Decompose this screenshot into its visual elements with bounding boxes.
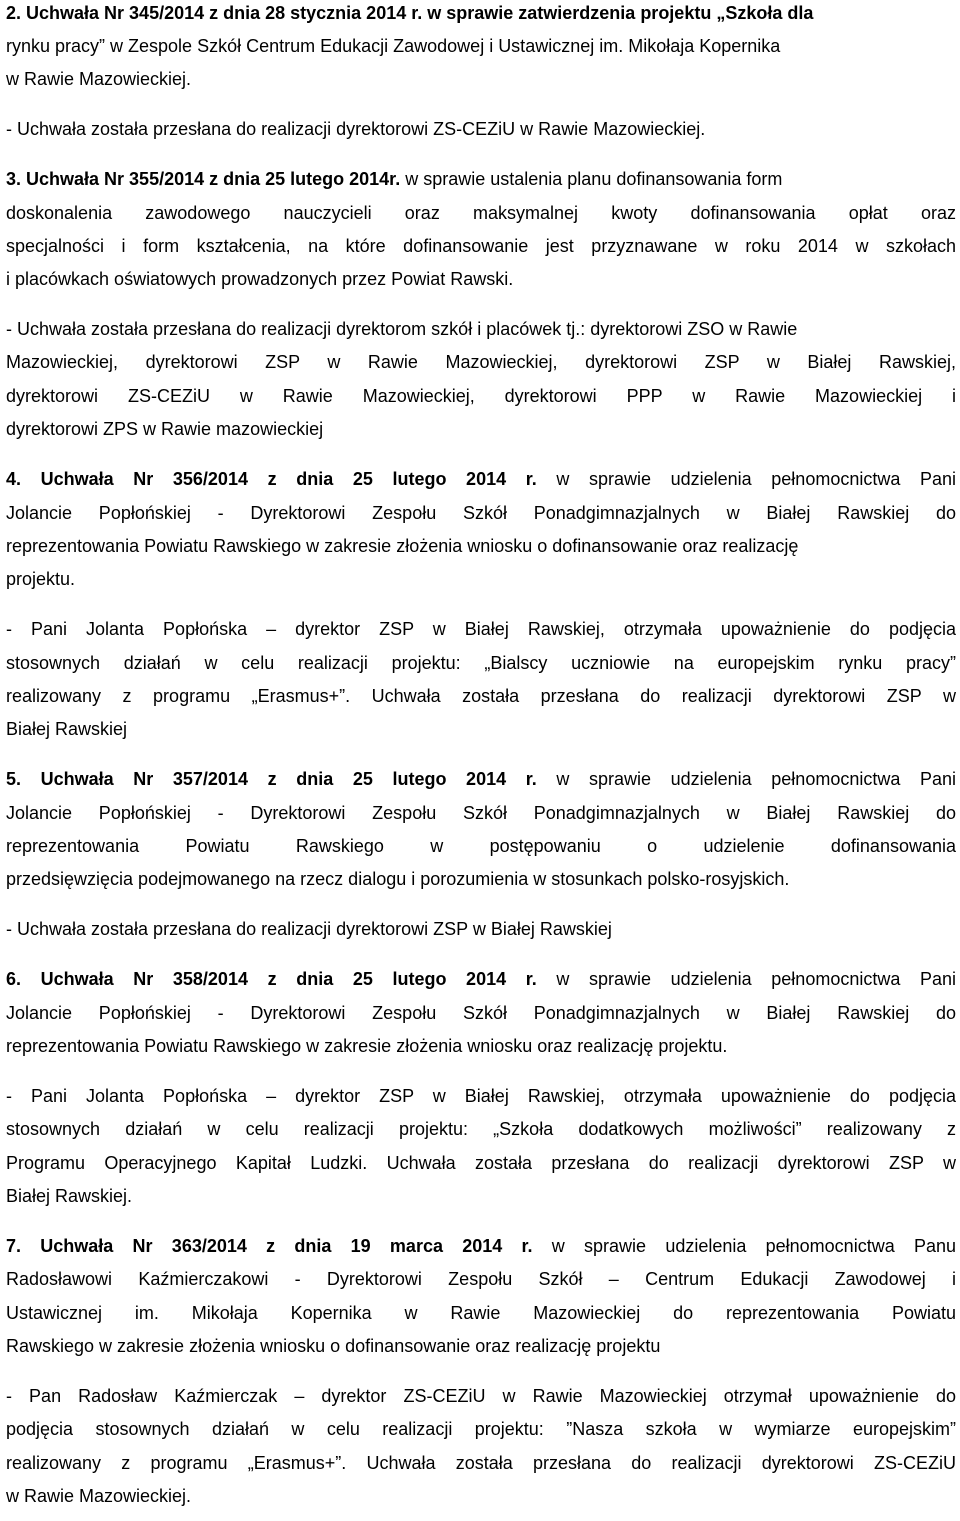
text-line	[6, 118, 956, 140]
bold-run: 6. Uchwała Nr 358/2014 z dnia 25 lutego 2014 r.	[6, 969, 537, 989]
text-line	[6, 918, 956, 940]
text-run: - Pani Jolanta Popłońska – dyrektor ZSP w Białej Rawskiej, otrzymała upoważnienie do podjęcia	[6, 1086, 956, 1106]
text-line	[6, 235, 956, 257]
text-run: Jolancie Popłońskiej - Dyrektorowi Zespołu Szkół Ponadgimnazjalnych w Białej Rawskiej do	[6, 1003, 956, 1023]
text-line	[6, 1002, 956, 1024]
bold-run: 5. Uchwała Nr 357/2014 z dnia 25 lutego 2014 r.	[6, 769, 537, 789]
text-run: stosownych działań w celu realizacji projektu: „Szkoła dodatkowych możliwości” realizowany z	[6, 1119, 956, 1139]
text-run: stosownych działań w celu realizacji projektu: „Bialscy uczniowie na europejskim rynku pracy”	[6, 653, 956, 673]
text-line	[6, 685, 956, 707]
text-run: - Uchwała została przesłana do realizacji dyrektorowi ZSP w Białej Rawskiej	[6, 919, 612, 939]
text-run: rynku pracy” w Zespole Szkół Centrum Edukacji Zawodowej i Ustawicznej im. Mikołaja Kopernika	[6, 36, 781, 56]
text-line	[6, 1452, 956, 1474]
text-run: i placówkach oświatowych prowadzonych przez Powiat Rawski.	[6, 269, 514, 289]
text-run: doskonalenia zawodowego nauczycieli oraz maksymalnej kwoty dofinansowania opłat oraz	[6, 203, 956, 223]
text-line	[6, 68, 956, 90]
text-line	[6, 1302, 956, 1324]
text-line	[6, 2, 956, 24]
text-line	[6, 802, 956, 824]
text-line	[6, 318, 956, 340]
text-run: realizowany z programu „Erasmus+”. Uchwała została przesłana do realizacji dyrektorowi ZS-CEZiU	[6, 1453, 956, 1473]
text-run: - Pani Jolanta Popłońska – dyrektor ZSP w Białej Rawskiej, otrzymała upoważnienie do podjęcia	[6, 619, 956, 639]
text-line	[6, 1418, 956, 1440]
text-line	[6, 568, 956, 590]
text-line	[6, 268, 956, 290]
text-run: Białej Rawskiej.	[6, 1186, 133, 1206]
text-run: Rawskiego w zakresie złożenia wniosku o dofinansowanie oraz realizację projektu	[6, 1336, 661, 1356]
text-line	[6, 418, 956, 440]
text-line	[6, 1118, 956, 1140]
text-run: dyrektorowi ZPS w Rawie mazowieckiej	[6, 419, 324, 439]
text-line	[6, 835, 956, 857]
bold-run: 2. Uchwała Nr 345/2014 z dnia 28 stycznia 2014 r. w sprawie zatwierdzenia projektu „Szkoła dla	[6, 3, 814, 23]
text-run: dyrektorowi ZS-CEZiU w Rawie Mazowieckiej, dyrektorowi PPP w Rawie Mazowieckiej i	[6, 386, 956, 406]
text-run: Białej Rawskiej	[6, 719, 128, 739]
text-run: realizowany z programu „Erasmus+”. Uchwała została przesłana do realizacji dyrektorowi ZSP w	[6, 686, 956, 706]
text-run: reprezentowania Powiatu Rawskiego w zakresie złożenia wniosku oraz realizację projektu.	[6, 1036, 728, 1056]
text-line	[6, 385, 956, 407]
text-line	[6, 1385, 956, 1407]
text-line	[6, 168, 956, 190]
text-run: - Uchwała została przesłana do realizacji dyrektorowi ZS-CEZiU w Rawie Mazowieckiej.	[6, 119, 706, 139]
text-line	[6, 618, 956, 640]
text-run: przedsięwzięcia podejmowanego na rzecz dialogu i porozumienia w stosunkach polsko-rosyjskich.	[6, 869, 790, 889]
text-run: - Uchwała została przesłana do realizacji dyrektorom szkół i placówek tj.: dyrektorowi ZSO w Rawie	[6, 319, 798, 339]
bold-run: 3. Uchwała Nr 355/2014 z dnia 25 lutego 2014r.	[6, 169, 401, 189]
text-line	[6, 502, 956, 524]
text-line	[6, 718, 956, 740]
text-run: Programu Operacyjnego Kapitał Ludzki. Uchwała została przesłana do realizacji dyrektorowi ZSP w	[6, 1153, 956, 1173]
text-line	[6, 535, 956, 557]
text-line	[6, 35, 956, 57]
text-line	[6, 1152, 956, 1174]
text-line	[6, 652, 956, 674]
text-line	[6, 1085, 956, 1107]
text-line	[6, 1185, 956, 1207]
text-run: w sprawie ustalenia planu dofinansowania form	[400, 169, 783, 189]
text-run: w sprawie udzielenia pełnomocnictwa Panu	[532, 1236, 956, 1256]
text-run: reprezentowania Powiatu Rawskiego w postępowaniu o udzielenie dofinansowania	[6, 836, 956, 856]
text-line	[6, 1235, 956, 1257]
text-run: w Rawie Mazowieckiej.	[6, 69, 192, 89]
text-run: Ustawicznej im. Mikołaja Kopernika w Rawie Mazowieckiej do reprezentowania Powiatu	[6, 1303, 956, 1323]
text-line	[6, 968, 956, 990]
text-run: w sprawie udzielenia pełnomocnictwa Pani	[536, 969, 956, 989]
text-run: w Rawie Mazowieckiej.	[6, 1486, 192, 1506]
text-run: podjęcia stosownych działań w celu realizacji projektu: ”Nasza szkoła w wymiarze europejskim”	[6, 1419, 956, 1439]
text-line	[6, 468, 956, 490]
text-run: - Pan Radosław Kaźmierczak – dyrektor ZS-CEZiU w Rawie Mazowieckiej otrzymał upoważnienie do	[6, 1386, 956, 1406]
text-line	[6, 202, 956, 224]
text-run: w sprawie udzielenia pełnomocnictwa Pani	[536, 769, 956, 789]
text-run: projektu.	[6, 569, 76, 589]
text-run: specjalności i form kształcenia, na które dofinansowanie jest przyznawane w roku 2014 w szkołach	[6, 236, 956, 256]
text-line	[6, 1335, 956, 1357]
text-line	[6, 351, 956, 373]
text-line	[6, 1268, 956, 1290]
text-run: Jolancie Popłońskiej - Dyrektorowi Zespołu Szkół Ponadgimnazjalnych w Białej Rawskiej do	[6, 503, 956, 523]
text-line	[6, 1035, 956, 1057]
bold-run: 7. Uchwała Nr 363/2014 z dnia 19 marca 2014 r.	[6, 1236, 533, 1256]
text-run: Mazowieckiej, dyrektorowi ZSP w Rawie Mazowieckiej, dyrektorowi ZSP w Białej Rawskiej,	[6, 352, 956, 372]
text-line	[6, 1485, 956, 1507]
text-line	[6, 868, 956, 890]
text-run: w sprawie udzielenia pełnomocnictwa Pani	[536, 469, 956, 489]
text-run: Radosławowi Kaźmierczakowi - Dyrektorowi Zespołu Szkół – Centrum Edukacji Zawodowej i	[6, 1269, 956, 1289]
bold-run: 4. Uchwała Nr 356/2014 z dnia 25 lutego 2014 r.	[6, 469, 537, 489]
text-run: reprezentowania Powiatu Rawskiego w zakresie złożenia wniosku o dofinansowanie oraz realizację	[6, 536, 799, 556]
text-run: Jolancie Popłońskiej - Dyrektorowi Zespołu Szkół Ponadgimnazjalnych w Białej Rawskiej do	[6, 803, 956, 823]
text-line	[6, 768, 956, 790]
